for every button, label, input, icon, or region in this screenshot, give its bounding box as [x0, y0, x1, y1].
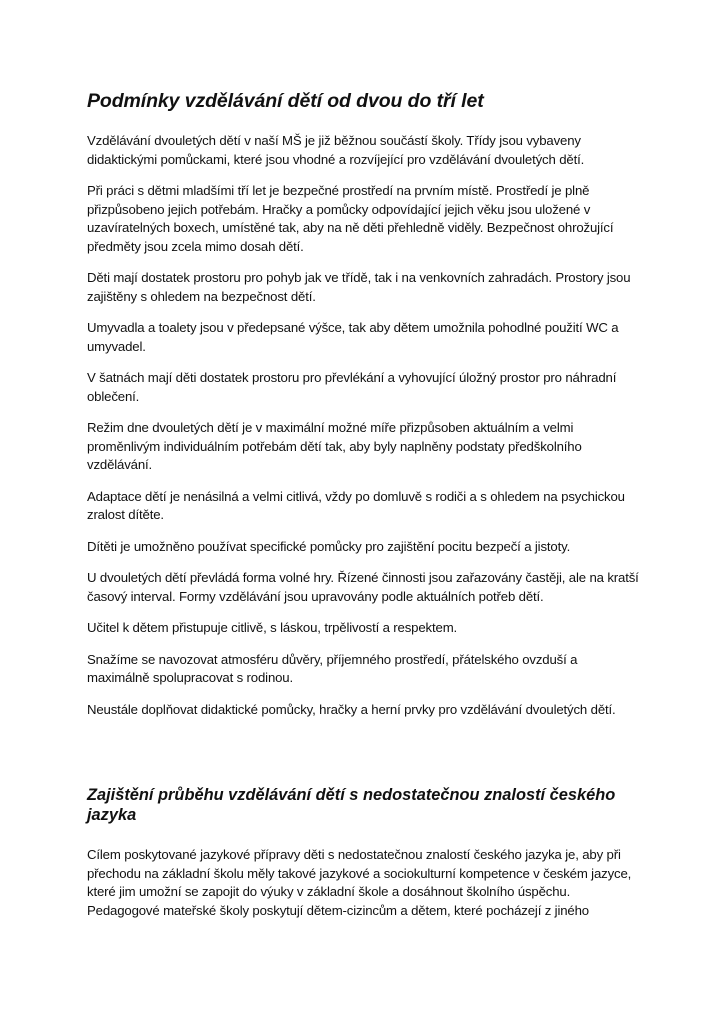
paragraph: Adaptace dětí je nenásilná a velmi citlivá, vždy po domluvě s rodiči a s ohledem na psychickou zralost dítěte. — [87, 488, 625, 522]
paragraph: Umyvadla a toalety jsou v předepsané výšce, tak aby dětem umožnila pohodlné použití WC a umyvadel. — [87, 320, 619, 354]
paragraph: Dítěti je umožněno používat specifické pomůcky pro zajištění pocitu bezpečí a jistoty. — [87, 538, 571, 554]
paragraph: Děti mají dostatek prostoru pro pohyb jak ve třídě, tak i na venkovních zahradách. Prostory jsou zajištěny s ohledem na bezpečnost dětí. — [87, 270, 631, 304]
paragraph: Učitel k dětem přistupuje citlivě, s láskou, trpělivostí a respektem. — [87, 620, 458, 635]
section-heading-language: Zajištění průběhu vzdělávání dětí s nedostatečnou znalostí českého jazyka — [87, 786, 616, 824]
document-body — [87, 88, 643, 933]
paragraph: U dvouletých dětí převládá forma volné hry. Řízené činnosti jsou zařazovány častěji, ale na kratší časový interval. Formy vzdělávání jsou upravovány podle aktuálních potřeb dětí. — [87, 570, 639, 604]
paragraph: V šatnách mají děti dostatek prostoru pro převlékání a vyhovující úložný prostor pro náhradní oblečení. — [87, 370, 617, 404]
paragraph: Při práci s dětmi mladšími tří let je bezpečné prostředí na prvním místě. Prostředí je plně přizpůsobeno jejich potřebám. Hračky a pomůcky odpovídající jejich věku jsou uložené v uzavíratelných boxech, umístěné tak, aby na ně děti přehledně viděly. Bezpečnost ohrožující předměty jsou zcela mimo dosah dětí. — [87, 183, 614, 254]
paragraph: Cílem poskytované jazykové přípravy děti s nedostatečnou znalostí českého jazyka je, aby při přechodu na základní školu měly takové jazykové a sociokulturní kompetence v českém jazyce, které jim umožní se zapojit do výuky v základní škole a dosáhnout školního úspěchu. Pedagogové mateřské školy poskytují dětem-cizincům a dětem, které pocházejí z jiného — [87, 847, 632, 918]
paragraph: Snažíme se navozovat atmosféru důvěry, příjemného prostředí, přátelského ovzduší a maximálně spolupracovat s rodinou. — [87, 651, 578, 685]
paragraph: Režim dne dvouletých dětí je v maximální možné míře přizpůsoben aktuálním a velmi proměnlivým individuálním potřebám dětí tak, aby byly naplněny podstaty předškolního vzdělávání. — [87, 420, 582, 472]
section-heading-conditions: Podmínky vzdělávání dětí od dvou do tří let — [87, 90, 484, 112]
paragraph: Neustále doplňovat didaktické pomůcky, hračky a herní prvky pro vzdělávání dvouletých dětí. — [87, 701, 616, 717]
paragraph: Vzdělávání dvouletých dětí v naší MŠ je již běžnou součástí školy. Třídy jsou vybaveny didaktickými pomůckami, které jsou vhodné a rozvíjející pro vzdělávání dvouletých dětí. — [87, 133, 585, 167]
